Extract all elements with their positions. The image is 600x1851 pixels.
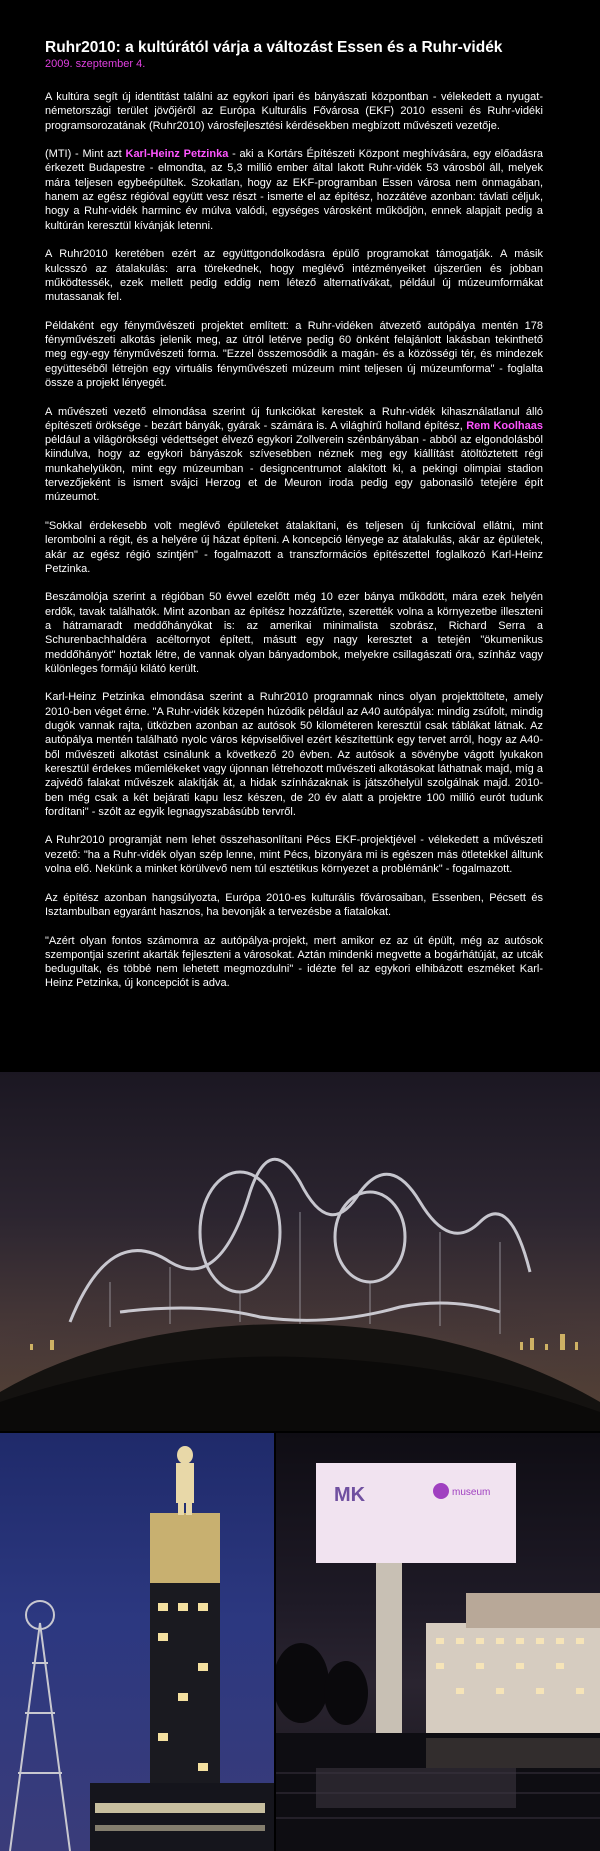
paragraph-3: A Ruhr2010 keretében ezért az együttgondolkodásra épülő programokat támogatják. A másik kulcsszó az átalakulás: arra törekednek, hogy meglévő intézményeiket újszerűen és jobban működtessék, ezek mellett pedig eddig nem létező alternatívákat, például új múzeumformákat mutassanak fel.: [45, 248, 543, 304]
museum-sign-text: museum: [452, 1487, 491, 1498]
museum-sign-dot: [433, 1483, 449, 1499]
article-date: 2009. szeptember 4.: [45, 58, 146, 70]
photo-landmark-sculpture: [0, 1072, 600, 1431]
paragraph-10: Az építész azonban hangsúlyozta, Európa 2010-es kulturális fővárosaiban, Essenben, Pécsett és Isztambulban egyaránt hasznos, ha bevonják a tervezésbe a fiatalokat.: [45, 891, 543, 918]
article: [45, 38, 543, 1005]
sculpture-illustration: [0, 1072, 600, 1431]
paragraph-7: Beszámolója szerint a régióban 50 évvel ezelőtt még 10 ezer bánya működött, mára ezek helyén erdők, tavak találhatók. Mint azonban az építész hozzáfűzte, szerették volna a környezetbe illeszteni a hátramaradt meddőhányókat is: az amerikai minimalista szobrász, Richard Serra a Schurenbachhaldéra acéltornyot épített, másutt egy nagy keresztet a tetején "ökumenikus meddőhányót" hoztak létre, de vannak olyan bányadombok, melyekre csillagászati óra, színház vagy különleges formájú kilátó került.: [45, 591, 543, 675]
paragraph-2: [45, 147, 543, 233]
paragraph-9: A Ruhr2010 programját nem lehet összehasonlítani Pécs EKF-projektjével - vélekedett a művészeti vezető: "ha a Ruhr-vidék olyan szép lenne, mint Pécs, bizonyára mi is egészen más ötletekkel álltunk volna elő. Nekünk a minket körülvevő nem túl esztétikus környezet a problémánk" - fogalmazott.: [45, 834, 543, 876]
museum-illustration: [276, 1433, 600, 1851]
article-title: Ruhr2010: a kultúrától várja a változást Essen és a Ruhr-vidék: [45, 39, 503, 56]
paragraph-4: Példaként egy fényművészeti projektet említett: a Ruhr-vidéken átvezető autópálya mentén 178 fényművészeti alkotás jelenik meg, az útról letérve pedig 60 önként felajánlott lakásban tekinthető meg egy-egy fényművészeti forma. "Ezzel összemosódik a magán- és a közösségi tér, és mindezek együtteséből létrejön egy virtuális fényművészeti múzeum mint teljesen új múzeumforma" - foglalta össze a projekt lényegét.: [45, 319, 543, 389]
photo-tower-statue: [0, 1433, 274, 1851]
paragraph-5-start: A művészeti vezető elmondása szerint új funkciókat kerestek a Ruhr-vidék kihasználatlanul álló építészeti öröksége - bezárt bányák, gyárak - számára is. A világhírű holland építész,: [45, 405, 543, 432]
person-link-koolhaas[interactable]: Rem Koolhaas: [466, 419, 543, 432]
paragraph-11: "Azért olyan fontos számomra az autópálya-projekt, mert amikor ez az út épült, még az autósok szempontjai szerint akarták fejleszteni a városokat. Aztán mindenki megvette a bogárhátúját, az utcák bedugultak, és többé nem lehetett megmozdulni" - idézte fel az egykori elhibázott eszméket Karl-Heinz Petzinka, új koncepciót is adva.: [45, 934, 543, 990]
tower-illustration: [0, 1433, 274, 1851]
paragraph-2-rest: - aki a Kortárs Építészeti Központ meghívására, egy előadásra érkezett Budapestre - elmondta, az 5,3 millió ember által lakott Ruhr-vidék 53 városból áll, melyek mára teljesen egybeépültek. Szokatlan, hogy az EKF-programban Essen városa nem önmagában, hanem az egész régióval együtt vesz részt - ismerte el az építész, hozzátéve azonban: távlati céljuk, hogy a Ruhr-vidék harminc év múlva valódi, egységes városként működjön, ennek alapjait pedig a kultúrán keresztül kívánják letenni.: [45, 148, 543, 232]
photo-museum-silo: [276, 1433, 600, 1851]
paragraph-8: Karl-Heinz Petzinka elmondása szerint a Ruhr2010 programnak nincs olyan projekttöltete, amely 2010-ben véget érne. "A Ruhr-vidék közepén húzódik például az A40 autópálya: mindig zsúfolt, mindig dugók vannak rajta, ütközben azonban az autósok 50 kilométeren keresztül csak táblákat látnak. Az autópálya mentén található nyolc város képviselőivel ezért készítettünk egy tervet arról, hogy az A40-ből művészeti alkotást csinálunk a következő 20 évben. Az autósok a sövénybe vágott lyukakon keresztül érdekes műemlékeket vagy újonnan létrehozott művészeti alkotásokat láthatnak majd, míg a zajvédő falakat művészek alakítják át, a hidak színházaknak is játszóhelyül szolgálnak majd. 2010-ben még csak a két bejárati kapu lesz készen, de 20 év alatt a projektre 100 millió eurót tudunk fordítani" - szólt az egyik legnagyszabásúbb tervről.: [45, 691, 543, 818]
paragraph-6: "Sokkal érdekesebb volt meglévő épületeket átalakítani, és teljesen új funkcióval ellátni, mint lerombolni a régit, és a helyére új házat építeni. A koncepció lényege az átalakulás, akár az épületek, akár az egész régió szintjén" - fogalmazott a transzformációs építészettel foglalkozó Karl-Heinz Petzinka.: [45, 519, 543, 575]
museum-sign-logo: MK: [334, 1484, 366, 1506]
paragraph-2-start: (MTI) - Mint azt: [45, 148, 126, 161]
paragraph-1: A kultúra segít új identitást találni az egykori ipari és bányászati központban - vélekedett a nyugat-németországi terület jövőjéről az Európa Kulturális Fővárosa (EKF) 2010 esseni és Ruhr-vidéki programsorozatának (Ruhr2010) városfejlesztési kérdésekben megbízott művészeti vezetője.: [45, 91, 543, 132]
person-link-petzinka[interactable]: Karl-Heinz Petzinka: [125, 148, 229, 161]
paragraph-5-rest: például a világörökségi védettséget élvező egykori Zollverein szénbányában - abból az elgondolásból kiindulva, hogy az egykori bányászok szívesebben néznek meg egy kiállítást átöltöztetett régi munkahelyükön, mint egy múzeumban - designcentrumot alakított ki, a pekingi olimpiai stadion tervezőjeként is ismert svájci Herzog et de Meuron iroda pedig egy gabonasiló tetejére épít múzeumot.: [45, 434, 543, 504]
paragraph-5: [45, 405, 543, 505]
